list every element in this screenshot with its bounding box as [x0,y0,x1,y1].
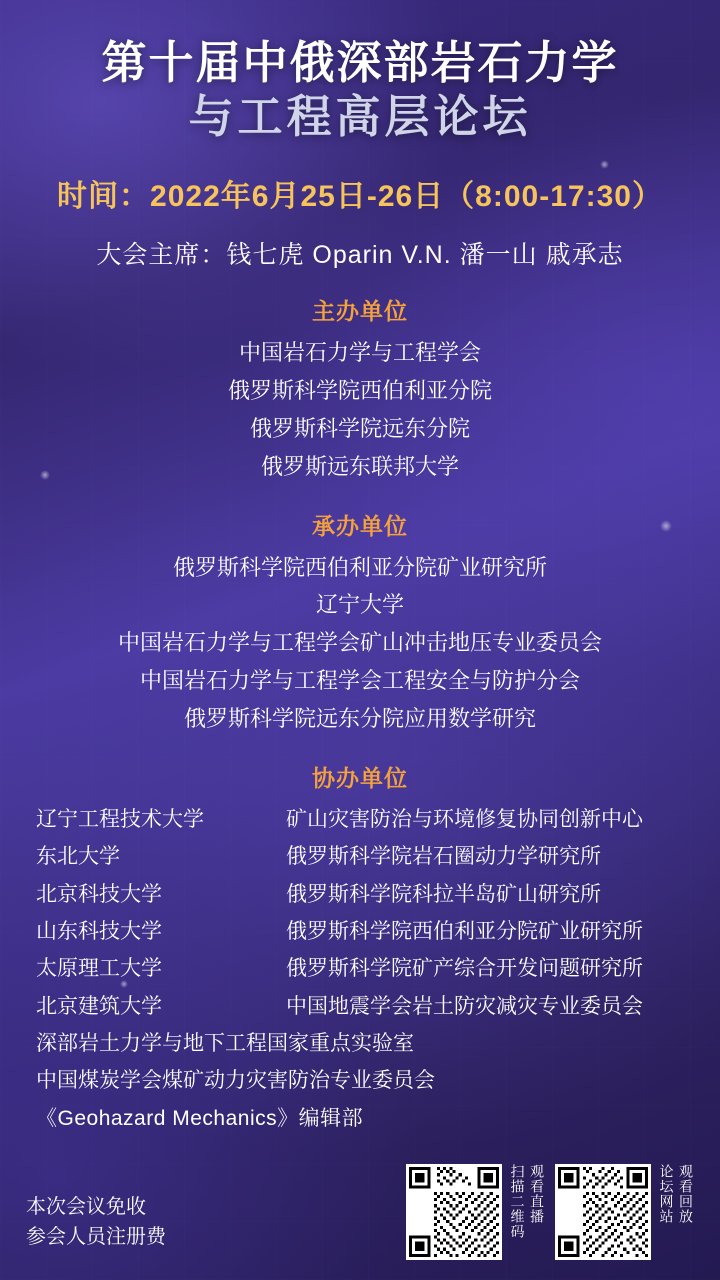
qr-code-icon [558,1167,648,1257]
live-qr-captions [508,1164,545,1260]
organizer-section-heading: 承办单位 [312,512,408,539]
registration-fee-note [26,1192,166,1260]
list-item: 辽宁大学 [315,592,404,618]
organizer-list [16,549,704,738]
replay-qr-block [555,1164,694,1260]
replay-qr-caption-watch: 观看回放 [678,1164,694,1224]
co-organizer-right: 俄罗斯科学院矿产综合开发问题研究所 [286,957,643,981]
live-qr-caption-scan: 扫描二维码 [509,1164,526,1239]
list-item: 俄罗斯科学院远东分院 [249,416,470,441]
fee-note-line-1: 本次会议免收 [26,1196,146,1218]
co-organizer-right: 俄罗斯科学院岩石圈动力学研究所 [286,845,601,869]
list-item: 俄罗斯科学院西伯利亚分院 [227,378,492,404]
event-datetime: 时间：2022年6月25日-26日（8:00-17:30） [57,180,663,214]
live-qr-caption-watch: 观看直播 [529,1164,545,1224]
list-item: 《Geohazard Mechanics》编辑部 [36,1106,364,1130]
live-qr-code[interactable] [406,1164,502,1260]
list-item: 中国岩石力学与工程学会矿山冲击地压专业委员会 [117,630,602,656]
list-item [36,876,684,913]
co-organizer-section-heading: 协办单位 [312,764,408,791]
list-item: 俄罗斯远东联邦大学 [260,453,459,479]
poster-title-line-2: 与工程高层论坛 [188,91,532,143]
list-item: 中国岩石力学与工程学会 [238,340,481,366]
host-list [16,334,704,485]
fee-note-line-2: 参会人员注册费 [26,1226,166,1248]
list-item: 俄罗斯科学院西伯利亚分院矿业研究所 [172,554,547,580]
host-section-heading: 主办单位 [312,298,408,325]
co-organizer-list [36,801,684,1137]
list-item [36,913,684,950]
co-organizer-right: 俄罗斯科学院西伯利亚分院矿业研究所 [286,919,643,943]
list-item: 俄罗斯科学院远东分院应用数学研究 [183,705,536,731]
poster-title-line-1: 第十届中俄深部岩石力学 [101,37,619,88]
title-block [16,0,704,145]
co-organizer-left: 太原理工大学 [36,957,162,981]
poster-footer [0,1164,720,1268]
conference-chairs: 大会主席：钱七虎 Oparin V.N. 潘一山 戚承志 [96,241,624,270]
replay-qr-code[interactable] [555,1164,651,1260]
replay-qr-caption-site: 论坛网站 [658,1164,675,1224]
co-organizer-right: 矿山灾害防治与环境修复协同创新中心 [286,807,643,831]
co-organizer-left: 北京科技大学 [36,882,162,906]
list-item: 深部岩土力学与地下工程国家重点实验室 [36,1032,414,1056]
co-organizer-left: 辽宁工程技术大学 [36,807,204,831]
co-organizer-right: 中国地震学会岩土防灾减灾专业委员会 [286,994,643,1018]
list-item [36,838,684,875]
replay-qr-captions [657,1164,694,1260]
list-item: 中国岩石力学与工程学会工程安全与防护分会 [139,668,580,694]
list-item [36,801,684,838]
co-organizer-left: 东北大学 [36,845,120,869]
co-organizer-left: 山东科技大学 [36,919,162,943]
list-item: 中国煤炭学会煤矿动力灾害防治专业委员会 [36,1069,435,1093]
live-qr-block [406,1164,545,1260]
qr-code-group [406,1164,694,1260]
list-item [36,988,684,1025]
list-item [36,950,684,987]
co-organizer-right: 俄罗斯科学院科拉半岛矿山研究所 [286,882,601,906]
qr-code-icon [409,1167,499,1257]
co-organizer-left: 北京建筑大学 [36,994,162,1018]
